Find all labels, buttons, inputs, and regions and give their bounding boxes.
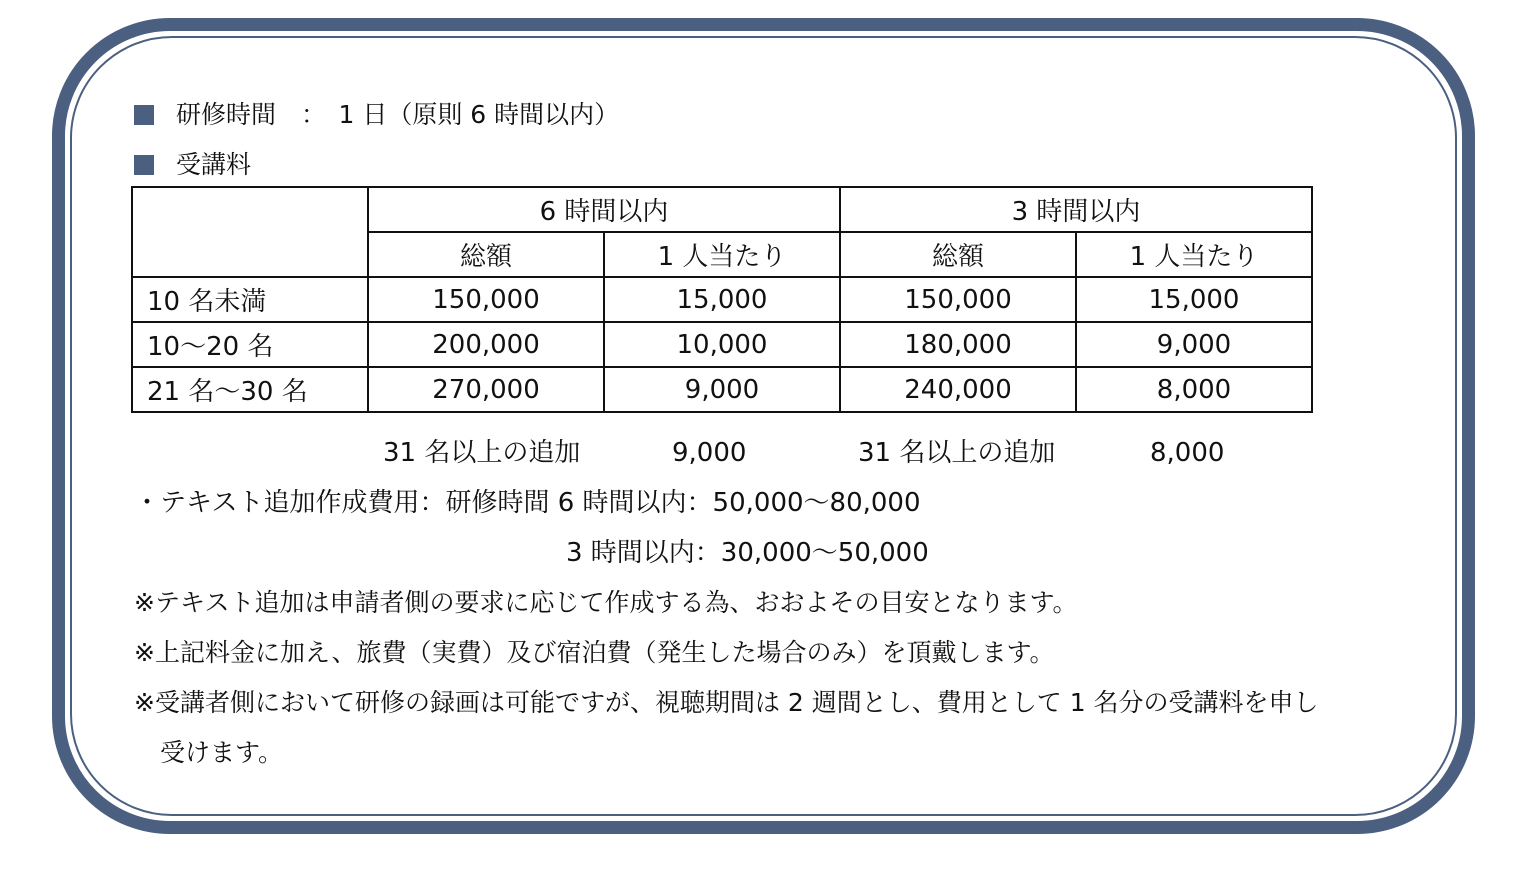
training-time-line — [134, 100, 619, 130]
row-label: 10 名未満 — [132, 277, 368, 322]
table-cell: 240,000 — [840, 367, 1076, 412]
note-text-addition: ※テキスト追加は申請者側の要求に応じて作成する為、おおよその目安となります。 — [134, 588, 1078, 617]
table-row — [132, 367, 1312, 412]
sub-header-per-person: 1 人当たり — [604, 232, 840, 277]
fee-heading-text: 受講料 — [176, 150, 252, 179]
table-cell: 9,000 — [1076, 322, 1312, 367]
row-label: 10～20 名 — [132, 322, 368, 367]
table-cell: 9,000 — [604, 367, 840, 412]
additional-value-3h: 8,000 — [1150, 438, 1225, 468]
row-label: 21 名～30 名 — [132, 367, 368, 412]
text-cost-line-1: ・テキスト追加作成費用：研修時間 6 時間以内：50,000～80,000 — [134, 488, 921, 518]
additional-label-3h: 31 名以上の追加 — [858, 438, 1056, 468]
table-header-row — [132, 187, 1312, 232]
additional-label-6h: 31 名以上の追加 — [383, 438, 581, 468]
table-cell: 270,000 — [368, 367, 604, 412]
note-recording-continued: 受けます。 — [160, 738, 284, 767]
additional-value-6h: 9,000 — [672, 438, 747, 468]
fee-heading — [134, 150, 251, 180]
sub-header-total: 総額 — [368, 232, 604, 277]
table-corner-cell — [132, 187, 368, 277]
table-row — [132, 277, 1312, 322]
table-cell: 150,000 — [368, 277, 604, 322]
table-cell: 8,000 — [1076, 367, 1312, 412]
fee-table — [131, 186, 1313, 413]
sub-header-total: 総額 — [840, 232, 1076, 277]
table-cell: 200,000 — [368, 322, 604, 367]
note-recording: ※受講者側において研修の録画は可能ですが、視聴期間は 2 週間とし、費用として 1 名分の受講料を申し — [134, 688, 1319, 717]
table-cell: 15,000 — [1076, 277, 1312, 322]
group-header-6h: 6 時間以内 — [368, 187, 840, 232]
table-cell: 10,000 — [604, 322, 840, 367]
table-row — [132, 322, 1312, 367]
square-bullet-icon — [134, 155, 154, 175]
group-header-3h: 3 時間以内 — [840, 187, 1312, 232]
note-travel-expenses: ※上記料金に加え、旅費（実費）及び宿泊費（発生した場合のみ）を頂戴します。 — [134, 638, 1055, 667]
table-cell: 180,000 — [840, 322, 1076, 367]
table-cell: 150,000 — [840, 277, 1076, 322]
text-cost-line-2: 3 時間以内：30,000～50,000 — [566, 538, 929, 568]
training-time-text: 研修時間 ： 1 日（原則 6 時間以内） — [176, 100, 620, 129]
table-cell: 15,000 — [604, 277, 840, 322]
sub-header-per-person: 1 人当たり — [1076, 232, 1312, 277]
square-bullet-icon — [134, 105, 154, 125]
